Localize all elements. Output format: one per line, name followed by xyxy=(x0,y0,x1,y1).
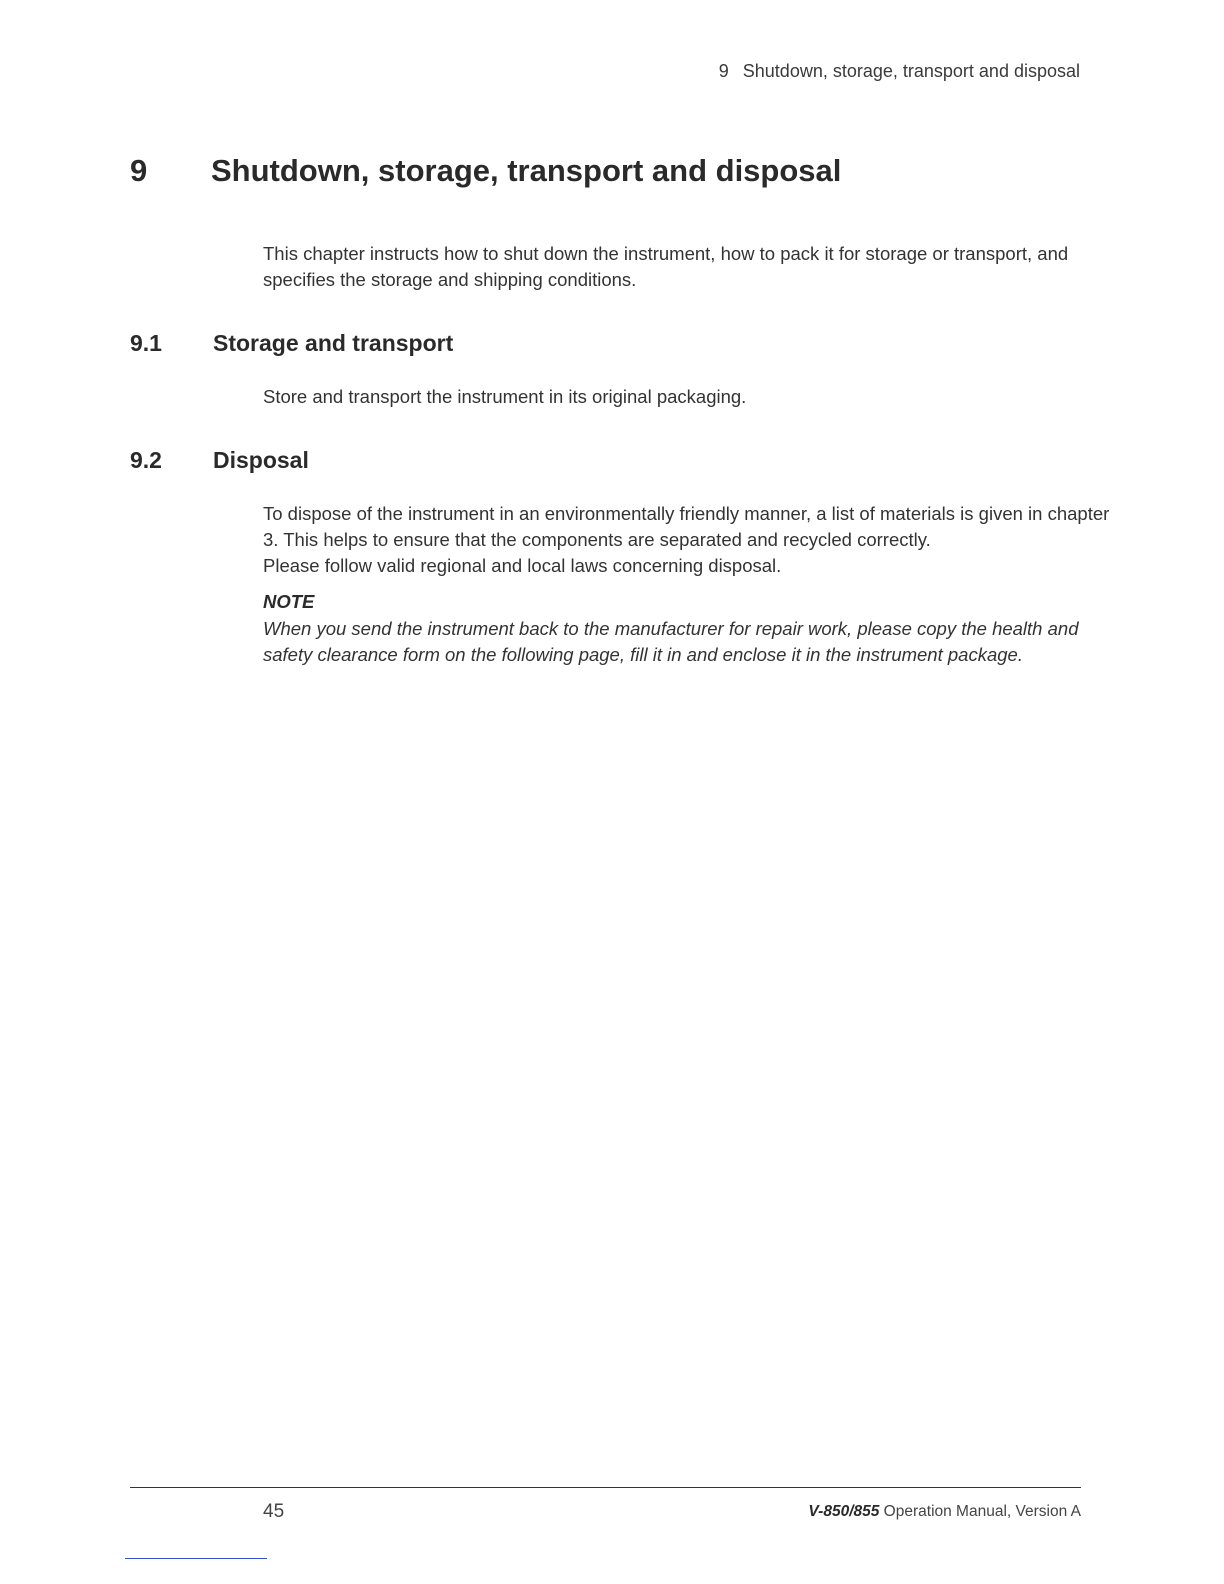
storage-line: Store and transport the instrument in its original packaging. xyxy=(263,386,747,407)
footer-manual-text: Operation Manual, Version A xyxy=(879,1503,1081,1520)
footer-divider xyxy=(130,1487,1081,1488)
disposal-line: 3. This helps to ensure that the components are separated and recycled correctly. xyxy=(263,529,931,550)
footer-model: V-850/855 xyxy=(808,1503,880,1520)
note-line: safety clearance form on the following page, fill it in and enclose it in the instrument package. xyxy=(263,644,1023,665)
section-title-disposal: Disposal xyxy=(213,447,309,473)
footer-manual-info xyxy=(808,1503,1081,1521)
page-number: 45 xyxy=(263,1501,285,1522)
note-text xyxy=(263,616,1093,668)
note-line: When you send the instrument back to the manufacturer for repair work, please copy the health and xyxy=(263,618,1079,639)
intro-line: This chapter instructs how to shut down the instrument, how to pack it for storage or transport, and xyxy=(263,243,1069,264)
storage-paragraph xyxy=(263,384,1093,410)
section-number-disposal: 9.2 xyxy=(130,447,162,473)
running-header-chapter-number: 9 xyxy=(718,61,729,81)
disposal-line: Please follow valid regional and local laws concerning disposal. xyxy=(263,555,782,576)
chapter-number: 9 xyxy=(130,153,148,188)
intro-line: specifies the storage and shipping conditions. xyxy=(263,269,637,290)
disposal-line: To dispose of the instrument in an environmentally friendly manner, a list of materials is given in chapter xyxy=(263,503,1110,524)
chapter-title: Shutdown, storage, transport and disposal xyxy=(211,153,842,188)
note-label: NOTE xyxy=(263,591,315,612)
running-header-chapter-title: Shutdown, storage, transport and disposal xyxy=(742,61,1080,81)
running-header xyxy=(719,61,1080,82)
chapter-intro-paragraph xyxy=(263,241,1093,293)
section-title-storage: Storage and transport xyxy=(213,330,454,356)
section-number-storage: 9.1 xyxy=(130,330,162,356)
link-underline xyxy=(125,1558,267,1559)
disposal-paragraph xyxy=(263,501,1110,579)
